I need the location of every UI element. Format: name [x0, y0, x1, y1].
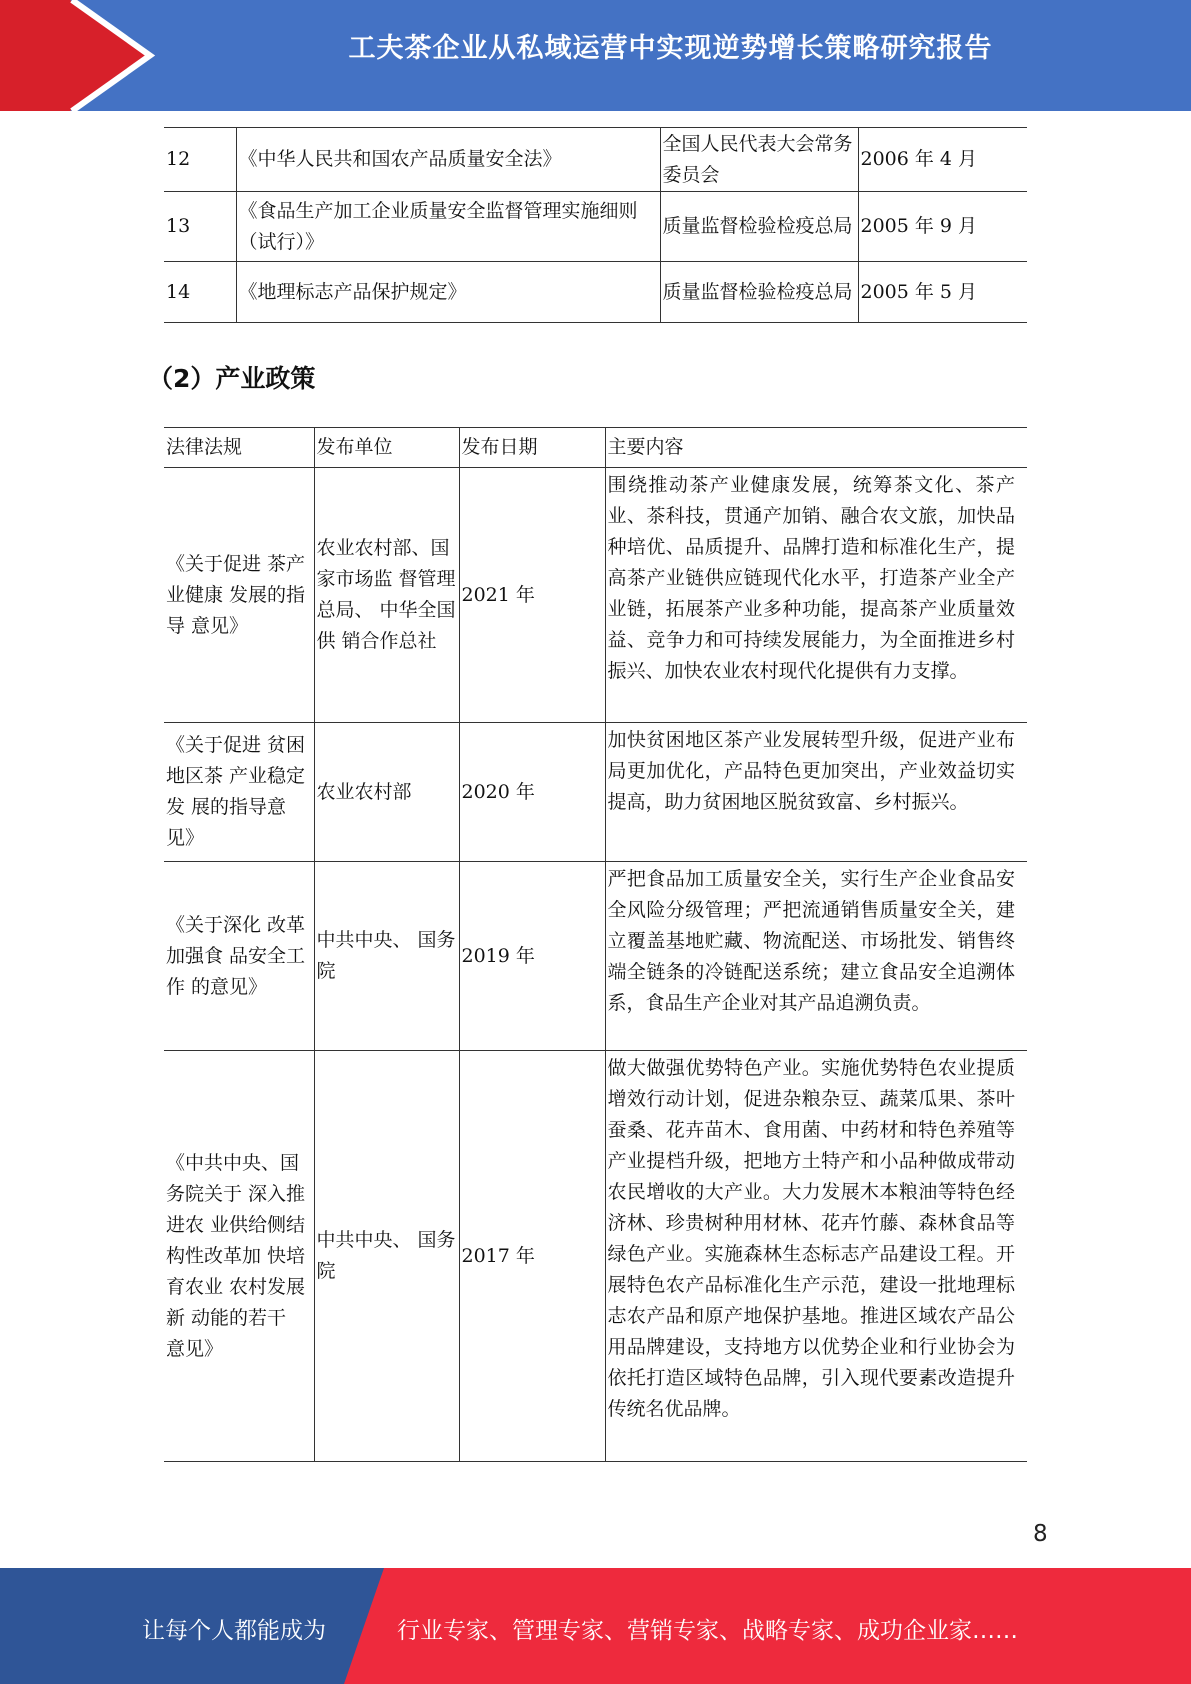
issuer: 农业农村部 [314, 723, 459, 862]
issuer: 中共中央、 国务院 [314, 862, 459, 1051]
issue-date: 2017 年 [459, 1051, 605, 1462]
issuer: 全国人民代表大会常务委员会 [660, 128, 858, 192]
header-red-chevron [0, 0, 170, 111]
issuer: 质量监督检验检疫总局 [660, 262, 858, 323]
column-header-issuer: 发布单位 [314, 428, 459, 468]
issue-date: 2019 年 [459, 862, 605, 1051]
issuer: 中共中央、 国务院 [314, 1051, 459, 1462]
issue-date: 2006 年 4 月 [858, 128, 1027, 192]
table-row [164, 723, 1027, 862]
row-number: 12 [164, 128, 236, 192]
row-number: 14 [164, 262, 236, 323]
regulations-table [164, 127, 1027, 323]
table-row [164, 468, 1027, 723]
industry-policy-table [164, 427, 1027, 1462]
table-row [164, 862, 1027, 1051]
section-heading: （2）产业政策 [148, 364, 316, 393]
table-row [164, 128, 1027, 192]
table-row [164, 262, 1027, 323]
table-row [164, 1051, 1027, 1462]
issuer: 质量监督检验检疫总局 [660, 192, 858, 262]
law-name: 《中共中央、国务院关于 深入推进农 业供给侧结 构性改革加 快培育农业 农村发展新 动能的若干 意见》 [164, 1051, 314, 1462]
law-name: 《食品生产加工企业质量安全监督管理实施细则（试行）》 [236, 192, 660, 262]
column-header-content: 主要内容 [605, 428, 1027, 468]
issue-date: 2005 年 9 月 [858, 192, 1027, 262]
page-number: 8 [1033, 1521, 1048, 1547]
main-content: 加快贫困地区茶产业发展转型升级，促进产业布局更加优化，产品特色更加突出，产业效益切实提高，助力贫困地区脱贫致富、乡村振兴。 [605, 723, 1027, 862]
column-header-law: 法律法规 [164, 428, 314, 468]
column-header-date: 发布日期 [459, 428, 605, 468]
table-header-row [164, 428, 1027, 468]
issue-date: 2005 年 5 月 [858, 262, 1027, 323]
main-content: 严把食品加工质量安全关，实行生产企业食品安全风险分级管理；严把流通销售质量安全关，建立覆盖基地贮藏、物流配送、市场批发、销售终端全链条的冷链配送系统；建立食品安全追溯体系，食品生产企业对其产品追溯负责。 [605, 862, 1027, 1051]
law-name: 《地理标志产品保护规定》 [236, 262, 660, 323]
page-header [0, 0, 1191, 111]
footer-slogan-left: 让每个人都能成为 [142, 1618, 326, 1644]
law-name: 《关于促进 贫困地区茶 产业稳定发 展的指导意 见》 [164, 723, 314, 862]
main-content: 做大做强优势特色产业。实施优势特色农业提质增效行动计划，促进杂粮杂豆、蔬菜瓜果、茶叶蚕桑、花卉苗木、食用菌、中药材和特色养殖等产业提档升级，把地方土特产和小品种做成带动农民增收的大产业。大力发展木本粮油等特色经济林、珍贵树种用材林、花卉竹藤、森林食品等绿色产业。实施森林生态标志产品建设工程。开展特色农产品标准化生产示范，建设一批地理标志农产品和原产地保护基地。推进区域农产品公用品牌建设，支持地方以优势企业和行业协会为依托打造区域特色品牌，引入现代要素改造提升传统名优品牌。 [605, 1051, 1027, 1462]
law-name: 《中华人民共和国农产品质量安全法》 [236, 128, 660, 192]
footer-slogan-right: 行业专家、管理专家、营销专家、战略专家、成功企业家…… [397, 1618, 1018, 1644]
page-footer [0, 1568, 1191, 1684]
table-row [164, 192, 1027, 262]
main-content: 围绕推动茶产业健康发展，统筹茶文化、茶产业、茶科技，贯通产加销、融合农文旅，加快品种培优、品质提升、品牌打造和标准化生产，提高茶产业链供应链现代化水平，打造茶产业全产业链，拓展茶产业多种功能，提高茶产业质量效益、竞争力和可持续发展能力，为全面推进乡村振兴、加快农业农村现代化提供有力支撑。 [605, 468, 1027, 723]
issue-date: 2021 年 [459, 468, 605, 723]
issuer: 农业农村部、国家市场监 督管理总局、 中华全国供 销合作总社 [314, 468, 459, 723]
law-name: 《关于促进 茶产业健康 发展的指导 意见》 [164, 468, 314, 723]
issue-date: 2020 年 [459, 723, 605, 862]
law-name: 《关于深化 改革加强食 品安全工作 的意见》 [164, 862, 314, 1051]
report-title: 工夫茶企业从私域运营中实现逆势增长策略研究报告 [348, 33, 993, 64]
row-number: 13 [164, 192, 236, 262]
